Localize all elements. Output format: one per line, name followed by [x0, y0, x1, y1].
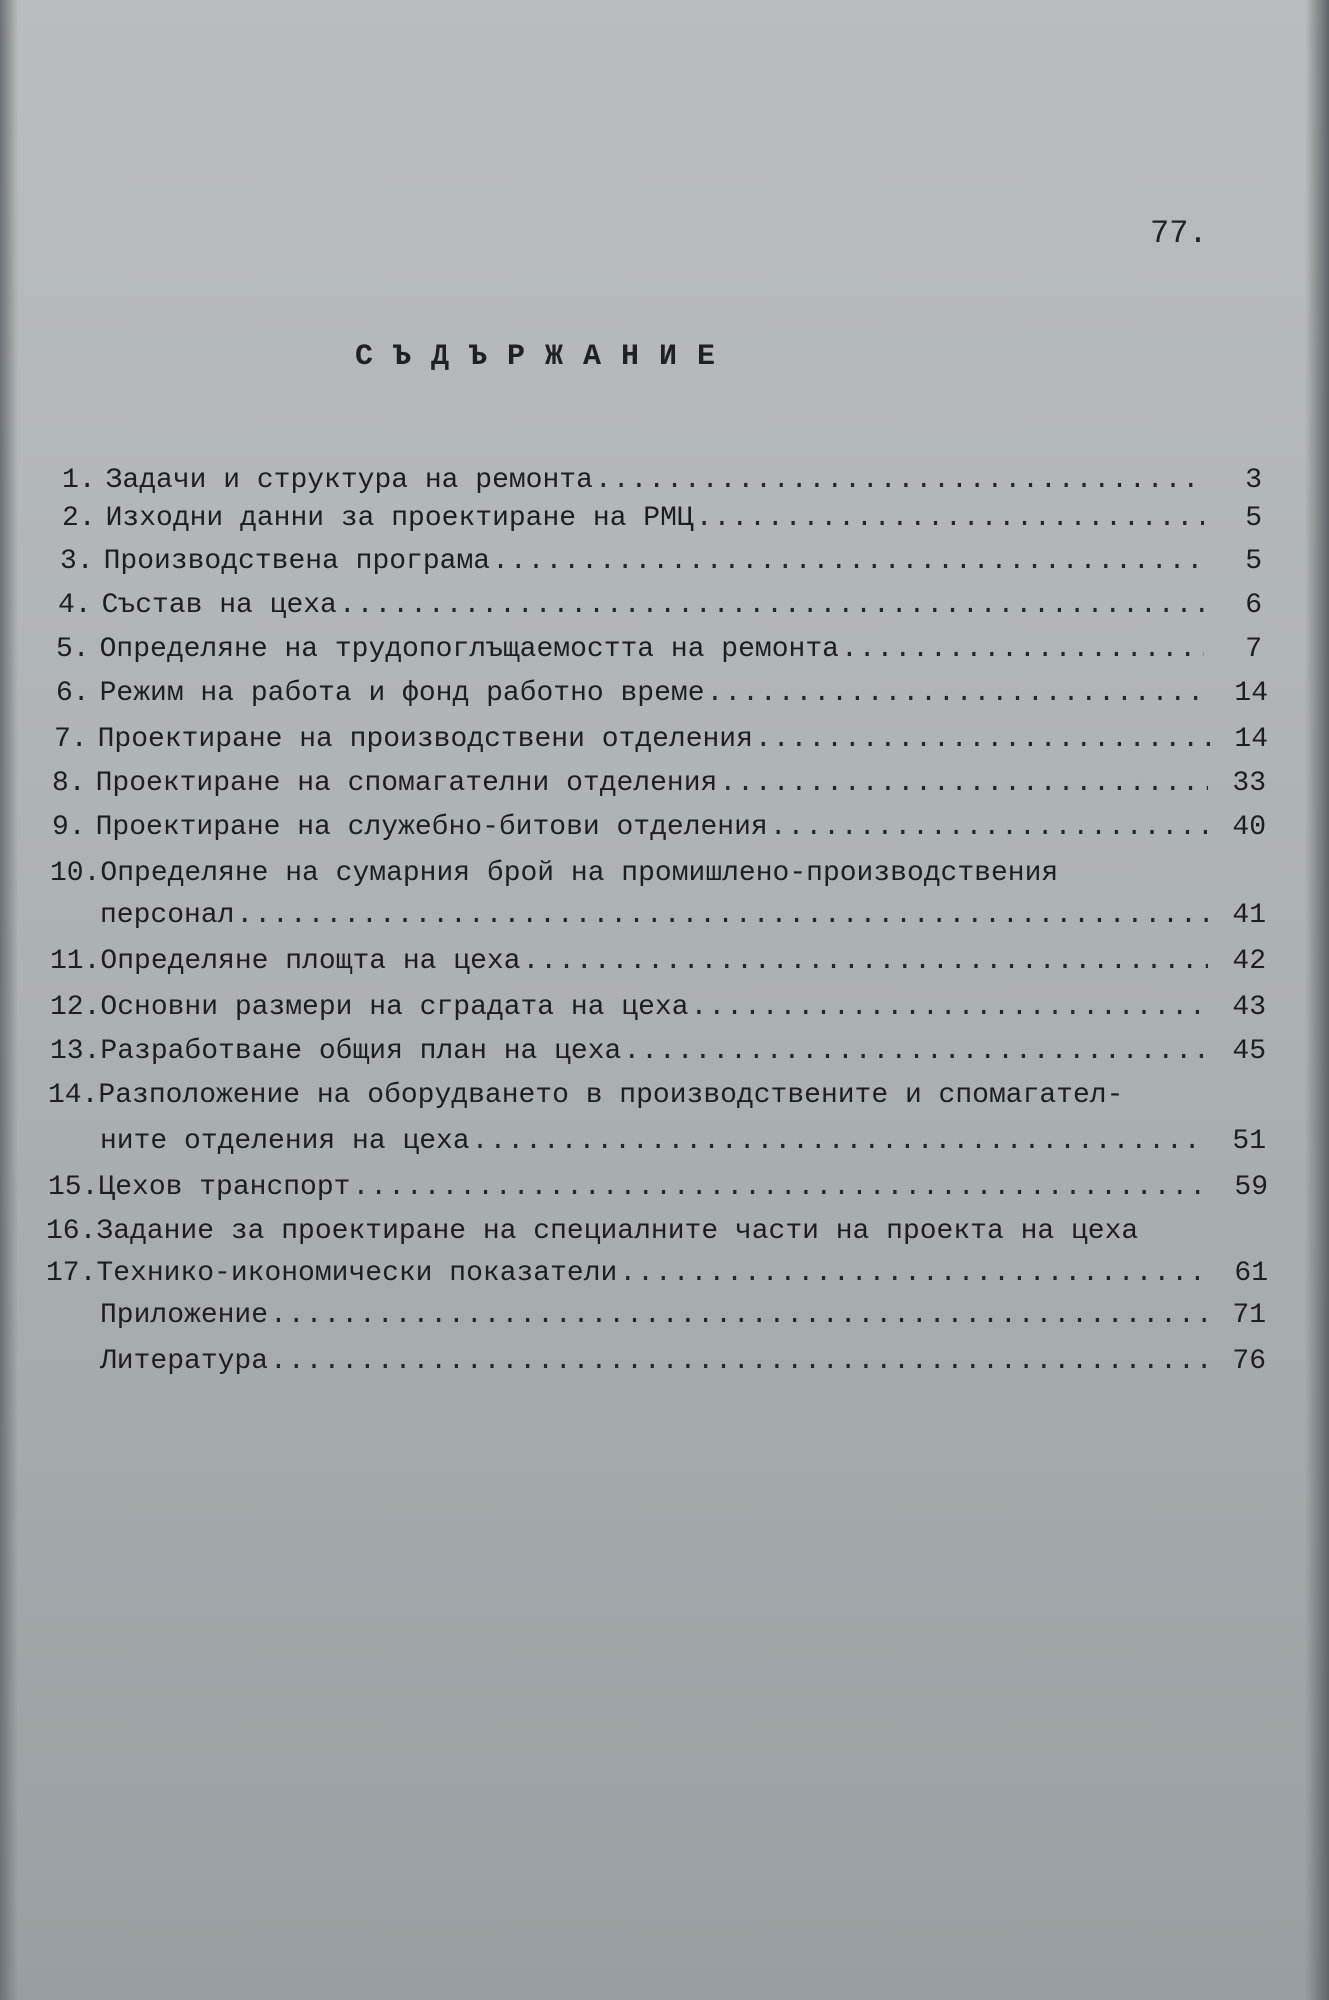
- toc-leader-dots: [352, 1172, 1210, 1203]
- toc-entry-page: 45: [1232, 1036, 1266, 1067]
- toc-entry-1: [62, 465, 1262, 501]
- toc-entry-title: Приложение: [100, 1300, 269, 1331]
- toc-entry-11: [50, 946, 1266, 982]
- toc-entry-title: Проектиране на спомагателни отделения: [95, 768, 718, 799]
- toc-entry-number: 13.: [50, 1036, 101, 1067]
- toc-entry-17: [46, 1258, 1268, 1294]
- toc-entry-9: [52, 812, 1266, 848]
- toc-entry-number: 8.: [52, 768, 86, 799]
- toc-leader-dots: [841, 634, 1204, 665]
- toc-entry-number: 11.: [50, 946, 101, 977]
- toc-entry-title: Определяне на трудопоглъщаемостта на ремонта: [99, 634, 839, 665]
- toc-leader-dots: [619, 1258, 1210, 1289]
- toc-entry-page: 6: [1245, 590, 1262, 621]
- toc-entry-7: [54, 724, 1268, 760]
- toc-entry-8: [52, 768, 1266, 804]
- toc-entry-number: 1.: [62, 465, 96, 496]
- toc-entry-number: 14.: [48, 1080, 99, 1111]
- page-number: 77.: [1150, 215, 1208, 252]
- toc-entry-number: 15.: [48, 1172, 99, 1203]
- toc-entry-page: 61: [1234, 1258, 1268, 1289]
- toc-entry-page: 51: [1232, 1126, 1266, 1157]
- toc-entry-title: Определяне площта на цеха: [100, 946, 521, 977]
- toc-entry-number: 5.: [56, 634, 90, 665]
- toc-leader-dots: [236, 900, 1208, 931]
- toc-entry-6: [56, 678, 1268, 714]
- toc-entry-page: 40: [1232, 812, 1266, 843]
- toc-entry-number: 2.: [62, 503, 96, 534]
- toc-entry-10: [50, 858, 1266, 894]
- toc-entry-page: 76: [1232, 1346, 1266, 1377]
- toc-entry-number: 16.: [46, 1216, 97, 1247]
- toc-entry-title: Литература: [100, 1346, 269, 1377]
- toc-leader-dots: [755, 724, 1210, 755]
- toc-leader-dots: [595, 465, 1204, 496]
- toc-entry-title-continued: ните отделения на цеха: [100, 1126, 470, 1157]
- toc-entry-page: 33: [1232, 768, 1266, 799]
- toc-entry-title: Проектиране на служебно-битови отделения: [95, 812, 768, 843]
- toc-entry-10-continued: [100, 900, 1266, 936]
- toc-entry-title: Производствена програма: [103, 546, 491, 577]
- toc-leader-dots: [339, 590, 1204, 621]
- toc-entry-number: 3.: [60, 546, 94, 577]
- toc-entry-page: 42: [1232, 946, 1266, 977]
- toc-entry-15: [48, 1172, 1268, 1208]
- toc-entry-16: [46, 1216, 1266, 1252]
- toc-entry-number: 7.: [54, 724, 88, 755]
- toc-entry-page: 3: [1245, 465, 1262, 496]
- toc-entry-page: 7: [1245, 634, 1262, 665]
- toc-entry-number: 6.: [56, 678, 90, 709]
- toc-entry-12: [50, 992, 1266, 1028]
- toc-leader-dots: [707, 678, 1210, 709]
- toc-entry-page: 71: [1232, 1300, 1266, 1331]
- toc-entry-page: 59: [1234, 1172, 1268, 1203]
- toc-entry-14: [48, 1080, 1266, 1116]
- toc-entry-title: Технико-икономически показатели: [96, 1258, 618, 1289]
- toc-leader-dots: [270, 1300, 1208, 1331]
- toc-entry-4: [58, 590, 1262, 626]
- toc-entry-title: Определяне на сумарния брой на промишлено-производствения: [100, 858, 1059, 889]
- toc-entry-page: 43: [1232, 992, 1266, 1023]
- toc-leader-dots: [472, 1126, 1208, 1157]
- toc-entry-appendix: [100, 1300, 1266, 1336]
- toc-entry-literature: [100, 1346, 1266, 1382]
- toc-leader-dots: [523, 946, 1209, 977]
- toc-entry-number: 17.: [46, 1258, 97, 1289]
- toc-entry-title: Изходни данни за проектиране на РМЦ: [105, 503, 694, 534]
- toc-entry-title: Основни размери на сградата на цеха: [100, 992, 689, 1023]
- toc-entry-page: 5: [1245, 546, 1262, 577]
- toc-entry-13: [50, 1036, 1266, 1072]
- toc-entry-title: Разработване общия план на цеха: [100, 1036, 622, 1067]
- toc-entry-title: Цехов транспорт: [98, 1172, 351, 1203]
- toc-entry-page: 41: [1232, 900, 1266, 931]
- toc-leader-dots: [691, 992, 1208, 1023]
- toc-entry-number: 4.: [58, 590, 92, 621]
- toc-entry-title: Режим на работа и фонд работно време: [99, 678, 705, 709]
- toc-entry-14-continued: [100, 1126, 1266, 1162]
- toc-entry-3: [60, 546, 1262, 582]
- toc-leader-dots: [696, 503, 1204, 534]
- toc-entry-page: 14: [1234, 678, 1268, 709]
- toc-entry-title-continued: персонал: [100, 900, 235, 931]
- toc-entry-5: [56, 634, 1262, 670]
- toc-entry-number: 10.: [50, 858, 101, 889]
- toc-entry-title: Задание за проектиране на специалните части на проекта на цеха: [96, 1216, 1139, 1247]
- toc-leader-dots: [770, 812, 1208, 843]
- toc-entry-page: 14: [1234, 724, 1268, 755]
- page-title: СЪДЪРЖАНИЕ: [355, 340, 736, 374]
- toc-entry-number: 12.: [50, 992, 101, 1023]
- toc-entry-title: Проектиране на производствени отделения: [97, 724, 753, 755]
- toc-leader-dots: [270, 1346, 1208, 1377]
- toc-leader-dots: [492, 546, 1204, 577]
- toc-entry-title: Разположение на оборудването в производствените и спомагател-: [98, 1080, 1124, 1111]
- toc-leader-dots: [623, 1036, 1208, 1067]
- toc-entry-title: Задачи и структура на ремонта: [105, 465, 593, 496]
- toc-leader-dots: [719, 768, 1208, 799]
- toc-entry-title: Състав на цеха: [101, 590, 337, 621]
- toc-entry-2: [62, 503, 1262, 539]
- toc-entry-page: 5: [1245, 503, 1262, 534]
- toc-entry-number: 9.: [52, 812, 86, 843]
